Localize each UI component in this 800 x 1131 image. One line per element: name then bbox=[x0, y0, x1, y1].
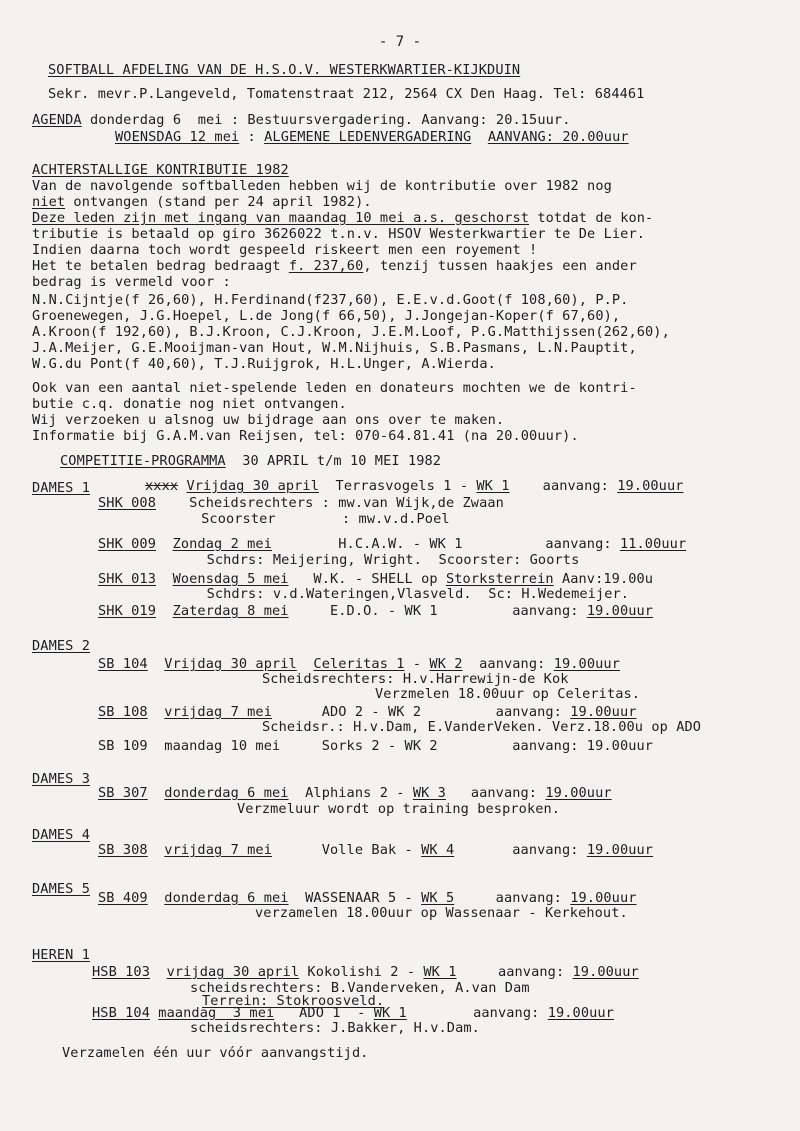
team-dames-1: DAMES 1 bbox=[32, 480, 90, 496]
d2-m3-aanvang: aanvang: 19.00uur bbox=[437, 738, 654, 754]
d4-m1-date: vrijdag 7 mei bbox=[164, 842, 272, 858]
agenda-line-2 bbox=[115, 129, 629, 145]
d1-m4-line bbox=[98, 603, 653, 619]
agenda-space bbox=[471, 129, 488, 145]
donors-line-2: butie c.q. donatie nog niet ontvangen. bbox=[32, 396, 347, 412]
d5-m1-time: 19.00uur bbox=[570, 890, 637, 906]
h1-m2-aanvang: aanvang: bbox=[406, 1005, 548, 1021]
d5-m1-match: WASSENAAR 5 - bbox=[288, 890, 422, 906]
d1-m3-venue: Storksterrein bbox=[445, 571, 554, 587]
d2-m2-aanvang: aanvang: bbox=[421, 704, 571, 720]
arrears-line-6 bbox=[32, 258, 637, 274]
team-dames-5: DAMES 5 bbox=[32, 881, 90, 897]
member-names-2: Groenewegen, J.G.Hoepel, L.de Jong(f 66,50), J.Jongejan-Koper(f 67,60), bbox=[32, 308, 621, 324]
arrears-line-3 bbox=[32, 210, 653, 226]
d5-m1-meeting: verzamelen 18.00uur op Wassenaar - Kerkehout. bbox=[255, 905, 628, 921]
h1-m1-match: Kokolishi 2 - bbox=[299, 964, 424, 980]
d2-m3-date: maandag 10 mei bbox=[164, 738, 281, 754]
d2-m1-club: Celeritas 1 bbox=[313, 656, 405, 672]
d2-m1-space bbox=[297, 656, 314, 672]
agenda-members-day: WOENSDAG 12 mei bbox=[115, 129, 240, 145]
arrears-amount: f. 237,60 bbox=[288, 258, 364, 274]
d1-m2-code: SHK 009 bbox=[98, 536, 156, 552]
d3-m1-aanvang: aanvang: bbox=[445, 785, 546, 801]
d2-m2-match: ADO 2 - WK 2 bbox=[272, 704, 422, 720]
d2-m3-code: SB 109 bbox=[98, 738, 148, 754]
d1-m4-match: E.D.O. - WK 1 bbox=[288, 603, 438, 619]
d1-m2-aanvang: aanvang: bbox=[462, 536, 620, 552]
d1-m4-aanvang: aanvang: bbox=[437, 603, 587, 619]
d2-m1-dash: - bbox=[404, 656, 430, 672]
d1-m1-line bbox=[145, 478, 684, 494]
bleed-through-right bbox=[640, 150, 653, 178]
d1-m1-aanvang: aanvang: bbox=[509, 478, 618, 494]
d5-m1-code: SB 409 bbox=[98, 890, 148, 906]
d1-m2-time: 11.00uur bbox=[619, 536, 687, 552]
member-names-3: A.Kroon(f 192,60), B.J.Kroon, C.J.Kroon, J.E.M.Loof, P.G.Matthijssen(262,60), bbox=[32, 324, 670, 340]
agenda-sep: : bbox=[239, 129, 265, 145]
d2-m1-code: SB 104 bbox=[98, 656, 148, 672]
d2-m1-line bbox=[98, 656, 620, 672]
d4-m1-time: 19.00uur bbox=[586, 842, 654, 858]
d1-m3-referees: Schdrs: v.d.Wateringen,Vlasveld. Sc: H.Wedemeijer. bbox=[190, 586, 630, 602]
d2-m2-referees: Scheidsr.: H.v.Dam, E.VanderVeken. Verz.18.00u op ADO bbox=[262, 719, 702, 735]
d2-m1-meeting: Verzmelen 18.00uur op Celeritas. bbox=[375, 686, 641, 702]
d2-m2-date: vrijdag 7 mei bbox=[164, 704, 272, 720]
d1-m3-date: Woensdag 5 mei bbox=[172, 571, 289, 587]
d3-m1-match: Alphians 2 - bbox=[288, 785, 413, 801]
h1-m2-code: HSB 104 bbox=[92, 1005, 150, 1021]
donors-line-3: Wij verzoeken u alsnog uw bijdrage aan ons over te maken. bbox=[32, 412, 505, 428]
h1-m2-time: 19.00uur bbox=[547, 1005, 614, 1021]
d1-m3-match: W.K. - SHELL op bbox=[288, 571, 446, 587]
team-dames-3: DAMES 3 bbox=[32, 771, 90, 787]
d5-m1-team: WK 5 bbox=[421, 890, 455, 906]
d2-m1-team: WK 2 bbox=[429, 656, 463, 672]
arrears-line-2 bbox=[32, 194, 372, 210]
agenda-members-time: AANVANG: 20.00uur bbox=[487, 129, 629, 145]
d1-m2-date: Zondag 2 mei bbox=[172, 536, 272, 552]
d2-m1-referees: Scheidsrechters: H.v.Harrewijn-de Kok bbox=[262, 671, 569, 687]
d3-m1-code: SB 307 bbox=[98, 785, 148, 801]
arrears-amount-rest: , tenzij tussen haakjes een ander bbox=[363, 258, 637, 274]
member-names-1: N.N.Cijntje(f 26,60), H.Ferdinand(f237,60), E.E.v.d.Goot(f 108,60), P.P. bbox=[32, 292, 629, 308]
d1-m2-referees: Schdrs: Meijering, Wright. Scoorster: Goorts bbox=[190, 552, 580, 568]
h1-m2-date: maandag 3 mei bbox=[158, 1005, 275, 1021]
d3-m1-date: donderdag 6 mei bbox=[164, 785, 289, 801]
d5-m1-aanvang: aanvang: bbox=[454, 890, 571, 906]
h1-m2-line bbox=[92, 1005, 614, 1021]
h1-m1-field: Terrein: Stokroosveld. bbox=[202, 993, 385, 1009]
d4-m1-aanvang: aanvang: bbox=[454, 842, 587, 858]
h1-m1-referees: scheidsrechters: B.Vanderveken, A.van Dam bbox=[190, 980, 530, 996]
d2-m2-code: SB 108 bbox=[98, 704, 148, 720]
h1-m2-referees: scheidsrechters: J.Bakker, H.v.Dam. bbox=[190, 1020, 480, 1036]
d1-m1-match: Terrasvogels 1 - bbox=[318, 478, 477, 494]
team-dames-4: DAMES 4 bbox=[32, 827, 90, 843]
d1-m1-team: WK 1 bbox=[476, 478, 510, 494]
d5-m1-line bbox=[98, 890, 637, 906]
typed-over-text: xxxx bbox=[145, 478, 179, 494]
h1-m1-date: vrijdag 30 april bbox=[166, 964, 300, 980]
d1-m1-date: Vrijdag 30 april bbox=[186, 478, 319, 494]
competition-heading bbox=[60, 453, 441, 469]
arrears-line-4: tributie is betaald op giro 3626022 t.n.v. HSOV Westerkwartier te De Lier. bbox=[32, 226, 646, 242]
d3-m1-time: 19.00uur bbox=[545, 785, 612, 801]
competition-title: COMPETITIE-PROGRAMMA bbox=[60, 453, 226, 469]
d2-m1-date: Vrijdag 30 april bbox=[164, 656, 297, 672]
arrears-status-date: ontvangen (stand per 24 april 1982). bbox=[65, 194, 372, 210]
d1-m3-code: SHK 013 bbox=[98, 571, 156, 587]
member-names-4: J.A.Meijer, G.E.Mooijman-van Hout, W.M.Nijhuis, S.B.Pasmans, L.N.Pauptit, bbox=[32, 340, 637, 356]
h1-m1-time: 19.00uur bbox=[572, 964, 639, 980]
h1-m1-aanvang: aanvang: bbox=[456, 964, 573, 980]
h1-m1-line bbox=[92, 964, 639, 980]
d1-m2-match: H.C.A.W. - WK 1 bbox=[272, 536, 463, 552]
h1-m1-code: HSB 103 bbox=[92, 964, 150, 980]
d1-m1-time: 19.00uur bbox=[617, 478, 684, 494]
agenda-board-meeting: donderdag 6 mei : Bestuursvergadering. Aanvang: 20.15uur. bbox=[81, 112, 571, 128]
agenda-line-1 bbox=[32, 112, 570, 128]
d5-m1-date: donderdag 6 mei bbox=[164, 890, 289, 906]
agenda-label: AGENDA bbox=[32, 112, 82, 128]
d1-m2-line bbox=[98, 536, 686, 552]
d1-m1-scorer: Scoorster : mw.v.d.Poel bbox=[168, 511, 450, 527]
d1-m1-code: SHK 008 bbox=[98, 495, 156, 511]
d1-m4-code: SHK 019 bbox=[98, 603, 156, 619]
d2-m2-line bbox=[98, 704, 637, 720]
page-number: - 7 - bbox=[378, 34, 422, 50]
d3-m1-note: Verzmeluur wordt op training besproken. bbox=[237, 801, 561, 817]
d1-m3-line bbox=[98, 571, 653, 587]
donors-line-1: Ook van een aantal niet-spelende leden en donateurs mochten we de kontri- bbox=[32, 380, 637, 396]
d2-m3-match: Sorks 2 - WK 2 bbox=[280, 738, 438, 754]
arrears-amount-label: Het te betalen bedrag bedraagt bbox=[32, 258, 289, 274]
h1-gather-note: Verzamelen één uur vóór aanvangstijd. bbox=[62, 1045, 369, 1061]
d1-m1-code-line bbox=[98, 495, 504, 511]
h1-m2-match: ADO 1 - bbox=[274, 1005, 374, 1021]
arrears-line-5: Indien daarna toch wordt gespeeld riskeert men een royement ! bbox=[32, 242, 538, 258]
d1-m1-referees: Scheidsrechters : mw.van Wijk,de Zwaan bbox=[156, 495, 504, 511]
h1-m2-team: WK 1 bbox=[373, 1005, 407, 1021]
d2-m2-time: 19.00uur bbox=[570, 704, 637, 720]
club-title: SOFTBALL AFDELING VAN DE H.S.O.V. WESTERKWARTIER-KIJKDUIN bbox=[48, 62, 521, 78]
d2-m1-aanvang: aanvang: bbox=[462, 656, 554, 672]
d4-m1-team: WK 4 bbox=[421, 842, 455, 858]
secretary-line: Sekr. mevr.P.Langeveld, Tomatenstraat 212, 2564 CX Den Haag. Tel: 684461 bbox=[48, 86, 645, 102]
d4-m1-line bbox=[98, 842, 653, 858]
arrears-line-1: Van de navolgende softballeden hebben wij de kontributie over 1982 nog bbox=[32, 178, 612, 194]
arrears-heading: ACHTERSTALLIGE KONTRIBUTIE 1982 bbox=[32, 162, 289, 178]
competition-period: 30 APRIL t/m 10 MEI 1982 bbox=[225, 453, 442, 469]
team-heren-1: HEREN 1 bbox=[32, 947, 90, 963]
d2-m3-line bbox=[98, 738, 653, 754]
d1-m3-aanvang: Aanv:19.00u bbox=[553, 571, 654, 587]
d4-m1-match: Volle Bak - bbox=[272, 842, 422, 858]
arrears-suspension: Deze leden zijn met ingang van maandag 10 mei a.s. geschorst bbox=[32, 210, 530, 226]
arrears-niet: niet bbox=[32, 194, 66, 210]
d2-m1-time: 19.00uur bbox=[553, 656, 620, 672]
team-dames-2: DAMES 2 bbox=[32, 638, 90, 654]
d3-m1-team: WK 3 bbox=[412, 785, 446, 801]
agenda-members-meeting: ALGEMENE LEDENVERGADERING bbox=[264, 129, 472, 145]
d1-m4-time: 19.00uur bbox=[586, 603, 654, 619]
member-names-5: W.G.du Pont(f 40,60), T.J.Ruijgrok, H.L.Unger, A.Wierda. bbox=[32, 356, 496, 372]
arrears-line-3-rest: totdat de kon- bbox=[529, 210, 654, 226]
d3-m1-line bbox=[98, 785, 612, 801]
d1-m4-date: Zaterdag 8 mei bbox=[172, 603, 289, 619]
arrears-line-7: bedrag is vermeld voor : bbox=[32, 274, 231, 290]
d4-m1-code: SB 308 bbox=[98, 842, 148, 858]
h1-m1-team: WK 1 bbox=[423, 964, 457, 980]
donors-line-4: Informatie bij G.A.M.van Reijsen, tel: 070-64.81.41 (na 20.00uur). bbox=[32, 428, 579, 444]
